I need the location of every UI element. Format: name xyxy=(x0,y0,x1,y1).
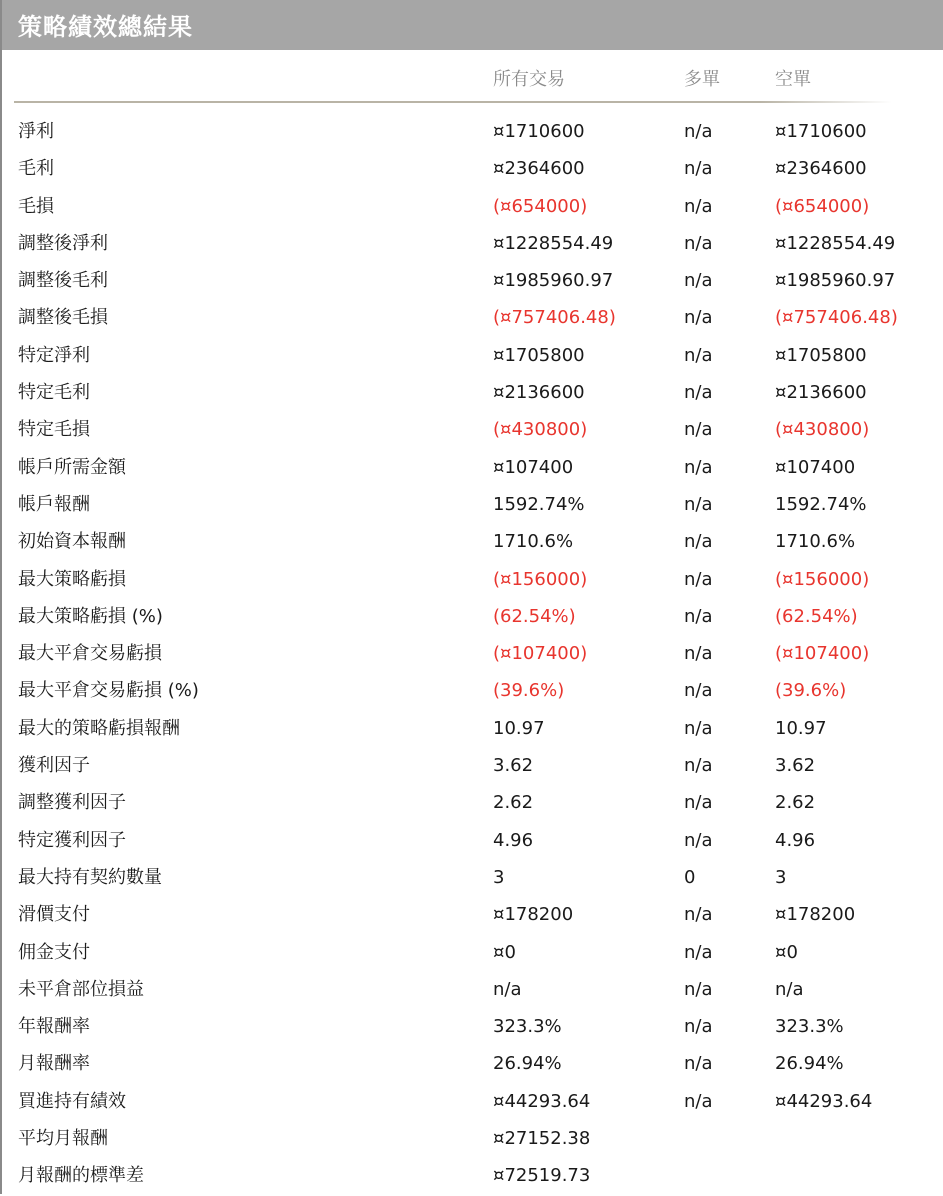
value-short: 1592.74% xyxy=(775,493,867,515)
row-label: 年報酬率 xyxy=(18,1016,90,1038)
value-long: n/a xyxy=(684,755,713,777)
value-short: 10.97 xyxy=(775,717,827,739)
value-long: n/a xyxy=(684,941,713,963)
value-long: n/a xyxy=(684,1016,713,1038)
value-long: n/a xyxy=(684,493,713,515)
row-label: 佣金支付 xyxy=(18,941,90,963)
table-row xyxy=(2,524,943,561)
table-row xyxy=(2,823,943,860)
value-all-trades: (¤430800) xyxy=(493,419,588,441)
value-short: (62.54%) xyxy=(775,605,858,627)
value-long: n/a xyxy=(684,270,713,292)
value-all-trades: (39.6%) xyxy=(493,680,565,702)
value-all-trades: (¤156000) xyxy=(493,568,588,590)
table-row xyxy=(2,599,943,636)
table-row xyxy=(2,711,943,748)
value-all-trades: 4.96 xyxy=(493,829,534,851)
panel-title: 策略績效總結果 xyxy=(18,13,193,41)
row-label: 最大持有契約數量 xyxy=(18,866,162,888)
value-short: 3 xyxy=(775,866,787,888)
value-short: ¤1705800 xyxy=(775,344,867,366)
value-all-trades: ¤2364600 xyxy=(493,158,585,180)
table-row xyxy=(2,151,943,188)
value-all-trades: 3.62 xyxy=(493,755,534,777)
value-short: ¤1228554.49 xyxy=(775,232,896,254)
value-all-trades: ¤44293.64 xyxy=(493,1090,591,1112)
value-all-trades: ¤178200 xyxy=(493,904,574,926)
value-long: n/a xyxy=(684,158,713,180)
value-all-trades: 3 xyxy=(493,866,505,888)
row-label: 調整獲利因子 xyxy=(18,792,126,814)
value-short: n/a xyxy=(775,978,804,1000)
table-row xyxy=(2,375,943,412)
column-header-row xyxy=(2,50,943,102)
table-row xyxy=(2,972,943,1009)
value-long: n/a xyxy=(684,121,713,142)
value-all-trades: ¤0 xyxy=(493,941,516,963)
value-all-trades: (¤654000) xyxy=(493,195,588,217)
value-all-trades: (62.54%) xyxy=(493,605,576,627)
value-long: 0 xyxy=(684,866,696,888)
value-short: (¤654000) xyxy=(775,195,870,217)
row-label: 買進持有績效 xyxy=(18,1090,126,1112)
value-all-trades: 1710.6% xyxy=(493,531,574,553)
value-long: n/a xyxy=(684,531,713,553)
value-short: ¤107400 xyxy=(775,456,856,478)
value-short: ¤1710600 xyxy=(775,121,867,142)
row-label: 毛利 xyxy=(18,158,54,180)
table-row xyxy=(2,1084,943,1121)
value-short: ¤44293.64 xyxy=(775,1090,873,1112)
row-label: 獲利因子 xyxy=(18,755,90,777)
table-row xyxy=(2,935,943,972)
table-row xyxy=(2,114,943,151)
row-label: 最大平倉交易虧損 (%) xyxy=(18,680,199,702)
row-label: 滑價支付 xyxy=(18,904,90,926)
value-short: ¤2364600 xyxy=(775,158,867,180)
value-short: 1710.6% xyxy=(775,531,856,553)
value-long: n/a xyxy=(684,344,713,366)
title-bar xyxy=(2,0,943,50)
table-row xyxy=(2,897,943,934)
value-all-trades: 10.97 xyxy=(493,717,545,739)
row-label: 帳戶報酬 xyxy=(18,493,90,515)
value-short: ¤0 xyxy=(775,941,798,963)
row-label: 月報酬率 xyxy=(18,1053,90,1075)
table-row xyxy=(2,860,943,897)
value-short: 26.94% xyxy=(775,1053,844,1075)
value-short: 4.96 xyxy=(775,829,816,851)
table-row xyxy=(2,1009,943,1046)
table-row xyxy=(2,450,943,487)
table-row xyxy=(2,189,943,226)
row-label: 調整後淨利 xyxy=(18,232,108,254)
value-short: 2.62 xyxy=(775,792,816,814)
table-row xyxy=(2,487,943,524)
table-row xyxy=(2,636,943,673)
row-label: 調整後毛損 xyxy=(18,307,108,329)
value-long: n/a xyxy=(684,568,713,590)
column-header-long: 多單 xyxy=(684,69,720,90)
table-row xyxy=(2,1046,943,1083)
value-long: n/a xyxy=(684,456,713,478)
row-label: 最大策略虧損 xyxy=(18,568,126,590)
row-label: 未平倉部位損益 xyxy=(18,978,144,1000)
table-row xyxy=(2,412,943,449)
table-row xyxy=(2,673,943,710)
value-long: n/a xyxy=(684,419,713,441)
row-label: 淨利 xyxy=(18,121,54,142)
value-long: n/a xyxy=(684,680,713,702)
value-short: (39.6%) xyxy=(775,680,847,702)
table-row xyxy=(2,562,943,599)
row-label: 特定毛利 xyxy=(18,382,90,404)
table-row xyxy=(2,226,943,263)
row-label: 帳戶所需金額 xyxy=(18,456,126,478)
value-long: n/a xyxy=(684,382,713,404)
value-all-trades: 2.62 xyxy=(493,792,534,814)
value-short: (¤757406.48) xyxy=(775,307,898,329)
value-long: n/a xyxy=(684,643,713,665)
row-label: 調整後毛利 xyxy=(18,270,108,292)
value-long: n/a xyxy=(684,307,713,329)
table-row xyxy=(2,785,943,822)
value-short: ¤1985960.97 xyxy=(775,270,896,292)
row-label: 平均月報酬 xyxy=(18,1128,108,1150)
value-long: n/a xyxy=(684,829,713,851)
row-label: 特定獲利因子 xyxy=(18,829,126,851)
row-label: 月報酬的標準差 xyxy=(18,1165,144,1187)
value-short: (¤107400) xyxy=(775,643,870,665)
value-all-trades: n/a xyxy=(493,978,522,1000)
table-row xyxy=(2,263,943,300)
table-row xyxy=(2,300,943,337)
row-label: 特定毛損 xyxy=(18,419,90,441)
value-all-trades: ¤107400 xyxy=(493,456,574,478)
value-all-trades: ¤1710600 xyxy=(493,121,585,142)
value-short: (¤156000) xyxy=(775,568,870,590)
value-long: n/a xyxy=(684,605,713,627)
row-label: 特定淨利 xyxy=(18,344,90,366)
column-header-short: 空單 xyxy=(775,69,811,90)
value-short: (¤430800) xyxy=(775,419,870,441)
value-all-trades: ¤27152.38 xyxy=(493,1128,591,1150)
table-row xyxy=(2,1121,943,1158)
value-long: n/a xyxy=(684,792,713,814)
value-short: 323.3% xyxy=(775,1016,844,1038)
value-short: 3.62 xyxy=(775,755,816,777)
value-all-trades: ¤1705800 xyxy=(493,344,585,366)
column-header-all-trades: 所有交易 xyxy=(493,69,565,90)
row-label: 最大策略虧損 (%) xyxy=(18,605,163,627)
table-row xyxy=(2,748,943,785)
value-long: n/a xyxy=(684,978,713,1000)
value-long: n/a xyxy=(684,717,713,739)
value-all-trades: ¤1228554.49 xyxy=(493,232,614,254)
value-long: n/a xyxy=(684,1053,713,1075)
value-long: n/a xyxy=(684,232,713,254)
value-all-trades: (¤757406.48) xyxy=(493,307,616,329)
value-all-trades: 26.94% xyxy=(493,1053,562,1075)
value-all-trades: (¤107400) xyxy=(493,643,588,665)
header-divider xyxy=(14,101,892,103)
row-label: 最大的策略虧損報酬 xyxy=(18,717,180,739)
value-all-trades: ¤1985960.97 xyxy=(493,270,614,292)
value-long: n/a xyxy=(684,195,713,217)
value-all-trades: 323.3% xyxy=(493,1016,562,1038)
row-label: 最大平倉交易虧損 xyxy=(18,643,162,665)
value-all-trades: ¤2136600 xyxy=(493,382,585,404)
value-short: ¤178200 xyxy=(775,904,856,926)
metrics-table xyxy=(2,114,943,1196)
row-label: 初始資本報酬 xyxy=(18,531,126,553)
table-row xyxy=(2,338,943,375)
table-row xyxy=(2,1158,943,1195)
value-all-trades: ¤72519.73 xyxy=(493,1165,591,1187)
value-all-trades: 1592.74% xyxy=(493,493,585,515)
row-label: 毛損 xyxy=(18,195,54,217)
value-long: n/a xyxy=(684,1090,713,1112)
value-long: n/a xyxy=(684,904,713,926)
value-short: ¤2136600 xyxy=(775,382,867,404)
